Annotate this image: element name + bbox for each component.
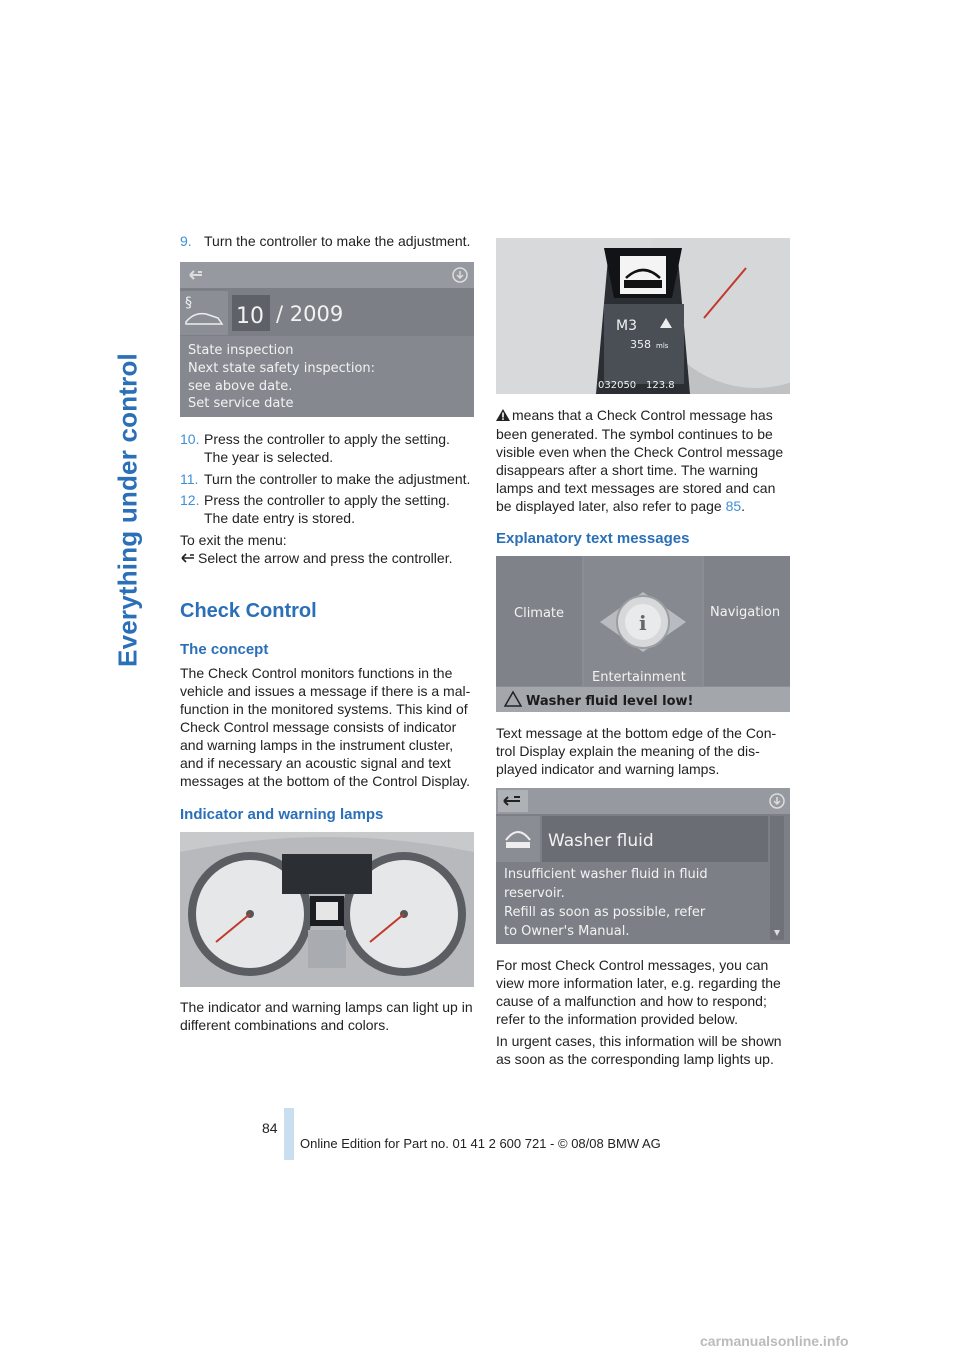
svg-text:i: i: [639, 611, 647, 635]
step-9: 9. Turn the controller to make the adjustment.: [180, 233, 471, 249]
svg-text:Climate: Climate: [514, 606, 565, 621]
svg-text:M3: M3: [616, 318, 637, 334]
cluster-closeup-photo: [496, 238, 790, 394]
chapter-title: Everything under control: [112, 353, 143, 667]
svg-text:see above date.: see above date.: [188, 379, 293, 394]
lamps-caption: The indicator and warning lamps can light up in different combinations and colors.: [180, 999, 473, 1033]
watermark: carmanualsonline.info: [700, 1333, 849, 1349]
exit-instruction: Select the arrow and press the controller.: [180, 549, 480, 568]
svg-text:Insufficient washer fluid in f: Insufficient washer fluid in fluid: [504, 867, 708, 882]
svg-text:10: 10: [236, 304, 264, 329]
exit-label: To exit the menu:: [180, 532, 287, 548]
svg-text:Next state safety inspection:: Next state safety inspection:: [188, 361, 376, 376]
footer-bar: [284, 1108, 294, 1160]
menu-caption: Text message at the bottom edge of the Con-trol Display explain the meaning of the dis-played indicator and warning lamps.: [496, 725, 777, 777]
footer-edition: Online Edition for Part no. 01 41 2 600 721 - © 08/08 BMW AG: [300, 1136, 661, 1151]
step-12: 12. Press the controller to apply the setting. The date entry is stored.: [180, 492, 450, 526]
svg-text:to Owner's Manual.: to Owner's Manual.: [504, 924, 630, 939]
page-number: 84: [262, 1120, 278, 1136]
svg-text:/ 2009: / 2009: [276, 302, 344, 326]
check-control-explanation: means that a Check Control message has been generated. The symbol continues to be visible even when the Check Control message disappears after a short time. The warning lamps and text messages are stored and can be displayed later, also refer to page 85.: [496, 407, 784, 514]
svg-text:Set service date: Set service date: [188, 396, 294, 411]
svg-text:358: 358: [630, 338, 651, 351]
svg-text:State inspection: State inspection: [188, 343, 294, 358]
svg-text:Navigation: Navigation: [710, 605, 781, 620]
concept-title: The concept: [180, 641, 269, 658]
svg-text:Refill as soon as possible, re: Refill as soon as possible, refer: [504, 905, 706, 920]
section-title: Check Control: [180, 600, 317, 622]
back-arrow-icon: [180, 550, 198, 568]
svg-text:reservoir.: reservoir.: [504, 886, 565, 901]
svg-text:§: §: [185, 295, 192, 311]
lamps-title: Indicator and warning lamps: [180, 806, 384, 823]
washer-fluid-detail-screenshot: [496, 788, 790, 944]
warning-triangle-icon: [496, 407, 512, 425]
control-display-menu-screenshot: [496, 556, 790, 712]
svg-text:Washer fluid: Washer fluid: [548, 831, 654, 851]
svg-text:032050: 032050: [598, 380, 637, 391]
service-date-screenshot: [180, 262, 474, 417]
step-11: 11. Turn the controller to make the adjustment.: [180, 471, 471, 487]
page-link-85[interactable]: 85: [725, 498, 742, 514]
step-10: 10. Press the controller to apply the setting. The year is selected.: [180, 431, 450, 465]
svg-text:Entertainment: Entertainment: [592, 670, 686, 685]
info-paragraph-2: In urgent cases, this information will be shown as soon as the corresponding lamp lights up.: [496, 1033, 782, 1067]
explanatory-title: Explanatory text messages: [496, 530, 690, 547]
svg-text:123.8: 123.8: [646, 380, 675, 391]
svg-text:Washer fluid level low!: Washer fluid level low!: [526, 694, 694, 709]
concept-text: The Check Control monitors functions in the vehicle and issues a message if there is a mal-function in the monitored systems. This kind of Check Control message consists of indicator and warning lamps in the instrument cluster, and if necessary an acoustic signal and text messages at the bottom of the Control Display.: [180, 665, 471, 789]
svg-text:mls: mls: [656, 342, 669, 350]
instrument-cluster-photo: [180, 832, 474, 987]
info-paragraph-1: For most Check Control messages, you can view more information later, e.g. regarding the cause of a malfunction and how to respond; refer to the information provided below.: [496, 957, 781, 1027]
